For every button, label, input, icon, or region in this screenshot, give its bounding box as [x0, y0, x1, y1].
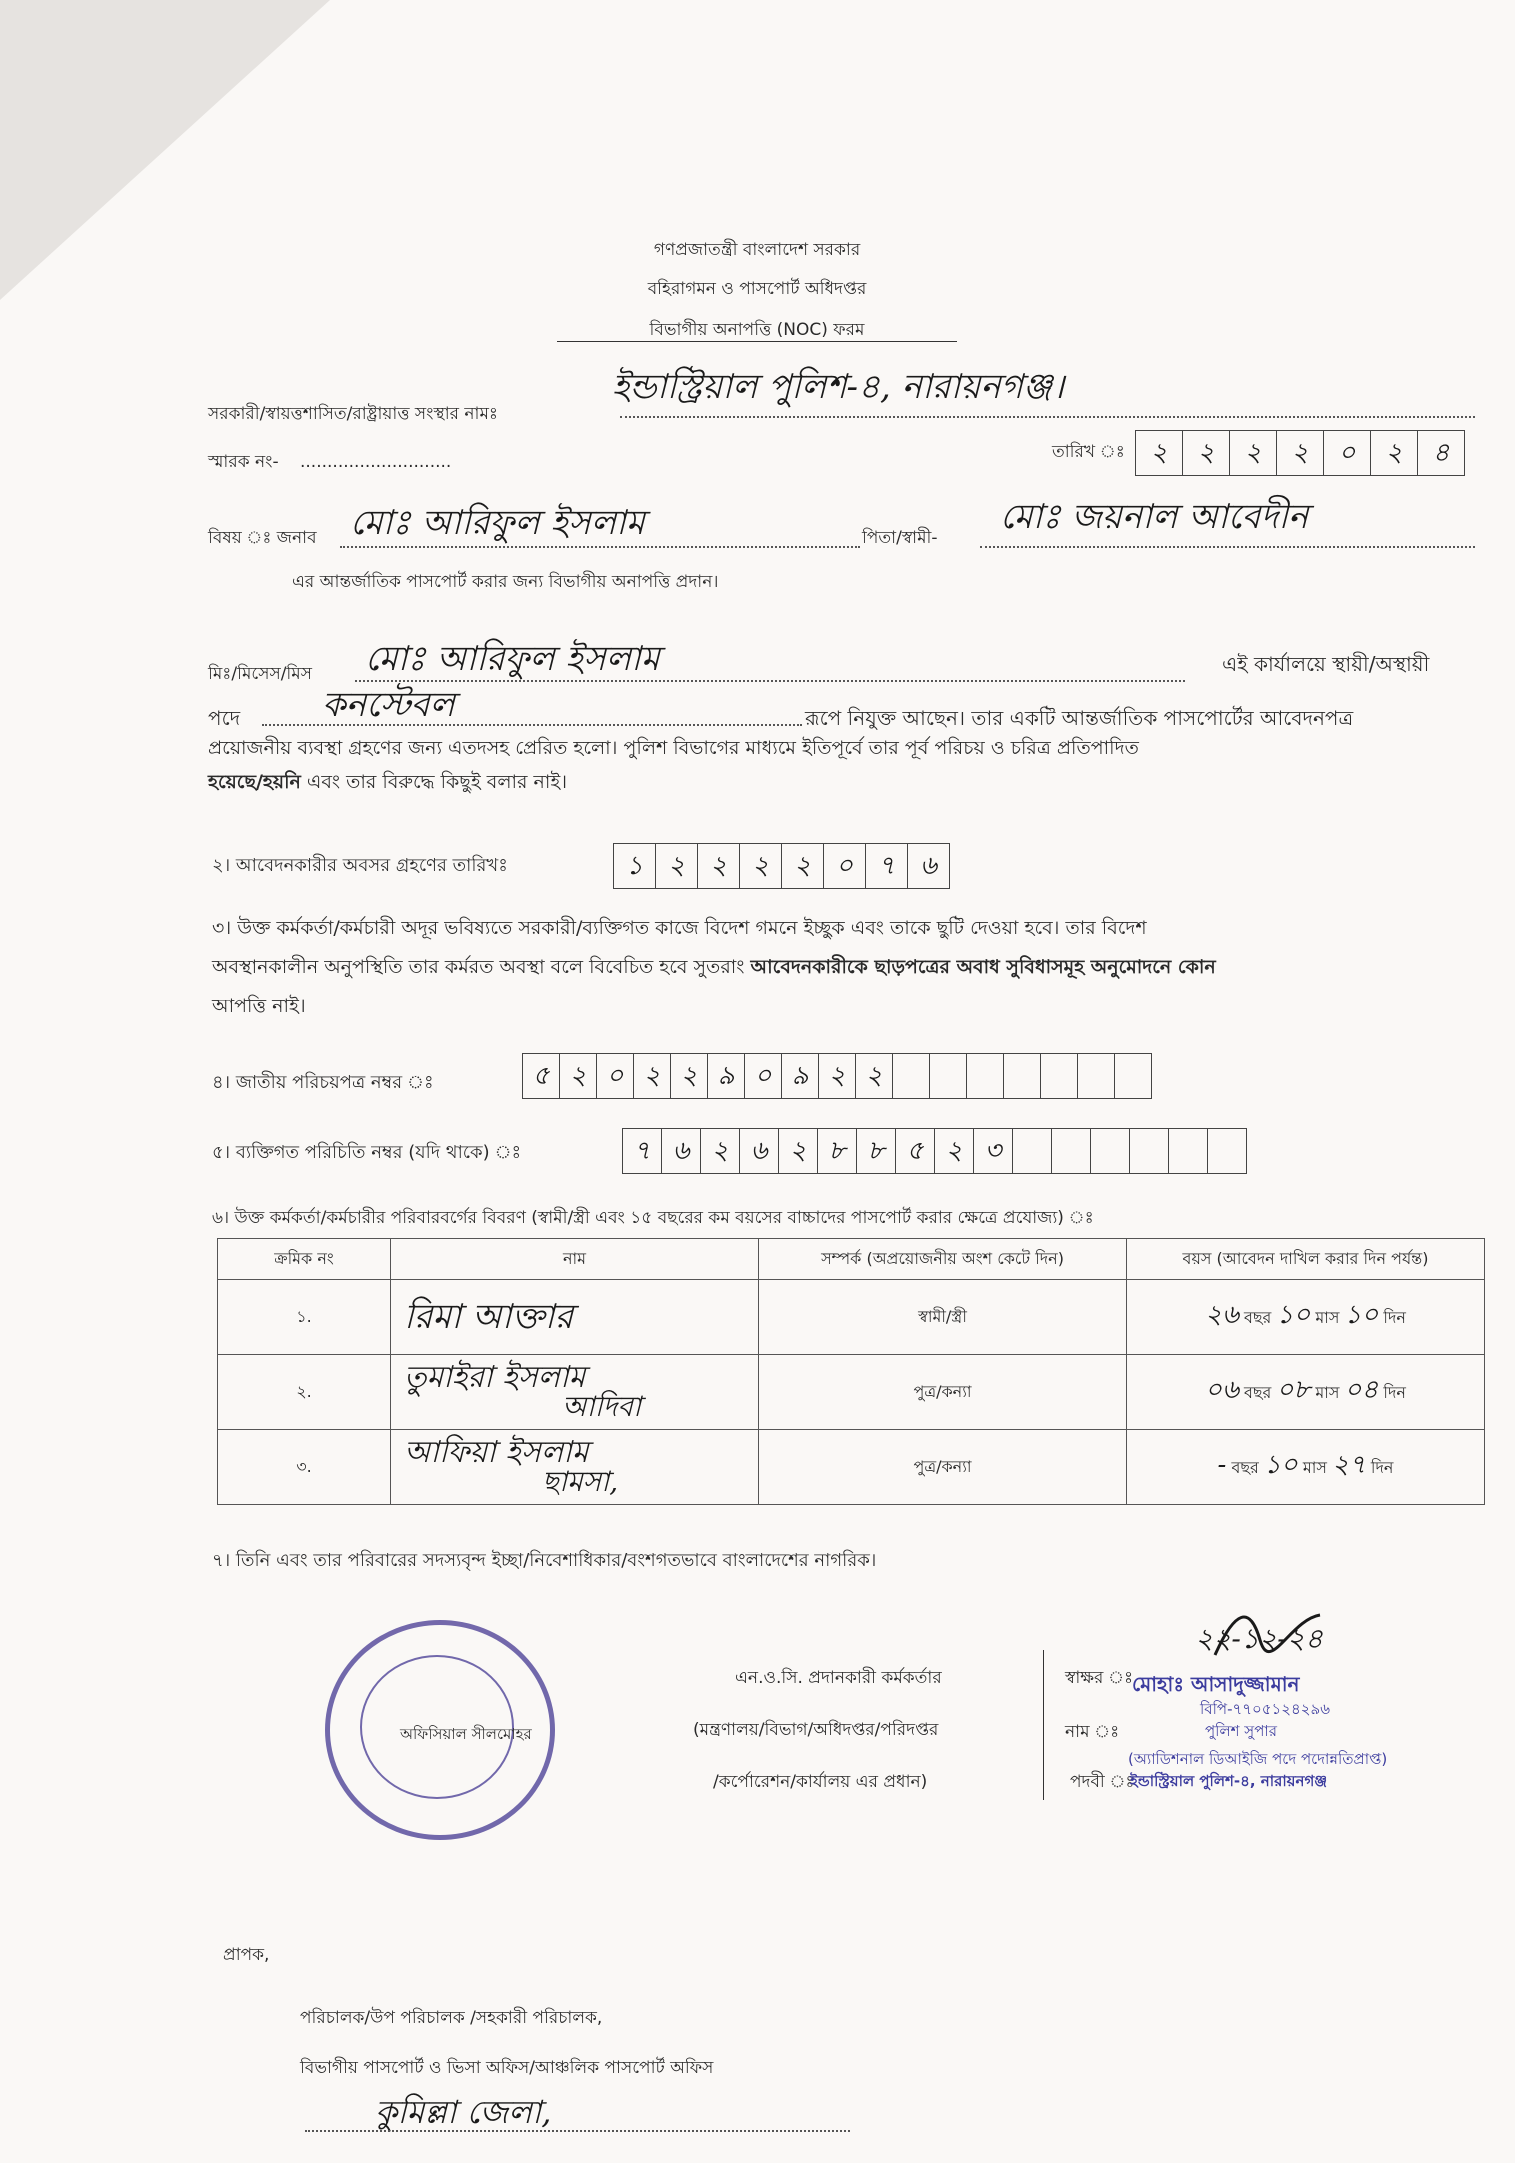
item3-line2b: আবেদনকারীকে ছাড়পত্রের অবাধ সুবিধাসমূহ অনুমোদনে কোন	[750, 956, 1216, 978]
age-months: ১০	[1263, 1450, 1298, 1480]
retire-digit: ৬	[920, 851, 937, 881]
folded-corner	[0, 0, 330, 300]
org-value: ইন্ডাস্ট্রিয়াল পুলিশ-৪, নারায়নগঞ্জ।	[612, 367, 1065, 407]
item3-line1: ৩। উক্ত কর্মকর্তা/কর্মচারী অদূর ভবিষ্যতে সরকারী/ব্যক্তিগত কাজে বিদেশ গমনে ইচ্ছুক এবং তাকে ছুটি দেওয়া হবে। তার বিদেশ	[212, 917, 1147, 939]
pin-digit: ২	[935, 1129, 974, 1173]
unit-year: বছর	[1243, 1383, 1272, 1402]
nid-digit: ০	[745, 1054, 782, 1098]
para1-line4b: এবং তার বিরুদ্ধে কিছুই বলার নাই।	[306, 771, 568, 793]
row-age	[1127, 1430, 1485, 1505]
post-label: পদবী ঃ	[1070, 1772, 1135, 1792]
unit-year: বছর	[1231, 1458, 1259, 1477]
memo-dots: ............................	[300, 452, 452, 472]
retire-digit: ২	[656, 844, 698, 888]
sign-label: স্বাক্ষর ঃ	[1065, 1668, 1134, 1688]
para1-line4	[208, 771, 567, 795]
family-table-header	[218, 1239, 1485, 1280]
para1-post-label: পদে	[208, 706, 241, 730]
unit-day: দিন	[1383, 1308, 1406, 1327]
para1-post-dots	[262, 724, 802, 726]
pin-digit: ৫	[896, 1129, 935, 1173]
nid-digit	[893, 1054, 930, 1098]
row-name	[391, 1280, 759, 1355]
officer-post: ইন্ডাস্ট্রিয়াল পুলিশ-৪, নারায়নগঞ্জ	[1130, 1772, 1328, 1790]
memo-label: স্মারক নং-	[208, 452, 279, 472]
col-serial: ক্রমিক নং	[218, 1239, 391, 1280]
nid-digit	[930, 1054, 967, 1098]
row-age	[1127, 1280, 1485, 1355]
recipient-city: কুমিল্লা জেলা,	[375, 2093, 552, 2131]
family-table	[217, 1238, 1485, 1505]
date-digit: ০	[1324, 431, 1371, 475]
age-months: ১০	[1276, 1300, 1311, 1330]
org-dots	[620, 416, 1475, 418]
age-years: ০৬	[1205, 1375, 1239, 1405]
item6-label: ৬। উক্ত কর্মকর্তা/কর্মচারীর পরিবারবর্গের বিবরণ (স্বামী/স্ত্রী এবং ১৫ বছরের কম বয়সের বাচ্চাদের পাসপোর্ট করার ক্ষেত্রে প্রযোজ্য) ঃ	[212, 1208, 1094, 1228]
pin-boxes	[622, 1128, 1247, 1174]
age-days: ০৪	[1344, 1375, 1379, 1405]
retire-digit: ১	[614, 844, 656, 888]
item3-line2	[212, 956, 1216, 980]
nid-digit: ২	[819, 1054, 856, 1098]
nid-digit: ২	[671, 1054, 708, 1098]
row-name-text2: আদিবা	[562, 1390, 642, 1423]
unit-day: দিন	[1370, 1458, 1394, 1477]
pin-digit	[1013, 1129, 1052, 1173]
recipient-label: প্রাপক,	[223, 1945, 270, 1965]
retire-digit: ২	[782, 844, 824, 888]
retire-digit: ৭	[866, 844, 908, 888]
seal-label: অফিসিয়াল সীলমোহর	[400, 1725, 532, 1743]
org-label: সরকারী/স্বায়ত্তশাসিত/রাষ্ট্রায়াত্ত সংস্থার নামঃ	[208, 404, 498, 424]
row-name-text2: ছামসা,	[542, 1465, 619, 1498]
officer-name: মোহাঃ আসাদুজ্জামান	[1132, 1672, 1300, 1696]
nid-digit	[1078, 1054, 1115, 1098]
father-dots	[980, 546, 1475, 548]
pin-digit: ৮	[818, 1129, 857, 1173]
pin-digit	[1052, 1129, 1091, 1173]
header-line2: বহিরাগমন ও পাসপোর্ট অধিদপ্তর	[647, 279, 867, 299]
nid-digit	[1004, 1054, 1041, 1098]
row-relation: পুত্র/কন্যা	[759, 1355, 1127, 1430]
item5-label: ৫। ব্যক্তিগত পরিচিতি নম্বর (যদি থাকে) ঃ	[212, 1142, 522, 1163]
age-days: ১০	[1344, 1300, 1379, 1330]
para1-post-suffix: রূপে নিযুক্ত আছেন। তার একটি আন্তর্জাতিক পাসপোর্টের আবেদনপত্র	[805, 706, 1354, 730]
unit-year: বছর	[1243, 1308, 1272, 1327]
para1-name-dots	[355, 680, 1185, 682]
retire-digit: ০	[824, 844, 866, 888]
recipient-line1: পরিচালক/উপ পরিচালক /সহকারী পরিচালক,	[300, 2008, 603, 2028]
pin-digit: ৬	[740, 1129, 779, 1173]
pin-digit: ২	[779, 1129, 818, 1173]
item3-line3: আপত্তি নাই।	[212, 995, 306, 1017]
recipient-line2: বিভাগীয় পাসপোর্ট ও ভিসা অফিস/আঞ্চলিক পাসপোর্ট অফিস	[300, 2058, 714, 2078]
item2-boxes	[613, 843, 950, 889]
authority-line1: এন.ও.সি. প্রদানকারী কর্মকর্তার	[735, 1668, 942, 1688]
date-digit: ২	[1183, 431, 1230, 475]
name-label: নাম ঃ	[1065, 1722, 1120, 1742]
col-age: বয়স (আবেদন দাখিল করার দিন পর্যন্ত)	[1127, 1239, 1485, 1280]
date-label: তারিখ ঃ	[1052, 442, 1125, 462]
row-age	[1127, 1355, 1485, 1430]
row-serial: ১.	[218, 1280, 391, 1355]
nid-digit: ২	[560, 1054, 597, 1098]
date-boxes	[1135, 430, 1465, 476]
subject-name-dots	[340, 546, 860, 548]
pin-digit	[1130, 1129, 1169, 1173]
date-digit: ৪	[1432, 438, 1450, 468]
officer-bp: বিপি-৭৭০৫১২৪২৯৬	[1200, 1700, 1330, 1718]
unit-month: মাস	[1315, 1308, 1340, 1327]
para1-post: কনস্টেবল	[322, 685, 455, 725]
pin-digit	[1169, 1129, 1208, 1173]
col-name: নাম	[391, 1239, 759, 1280]
unit-month: মাস	[1302, 1458, 1327, 1477]
nid-digit: ৯	[782, 1054, 819, 1098]
nid-digit: ২	[856, 1054, 893, 1098]
pin-digit: ৩	[974, 1129, 1013, 1173]
unit-month: মাস	[1315, 1383, 1340, 1402]
row-name-text: আফিয়া ইসলাম	[404, 1435, 589, 1470]
para1-prefix: মিঃ/মিসেস/মিস	[208, 664, 312, 684]
row-serial: ২.	[218, 1355, 391, 1430]
item7: ৭। তিনি এবং তার পরিবারের সদস্যবৃন্দ ইচ্ছা/নিবেশাধিকার/বংশগতভাবে বাংলাদেশের নাগরিক।	[212, 1550, 877, 1571]
authority-line2: (মন্ত্রণালয়/বিভাগ/অধিদপ্তর/পরিদপ্তর	[693, 1720, 939, 1740]
nid-digit: ৫	[523, 1054, 560, 1098]
table-row	[218, 1280, 1485, 1355]
header-line1: গণপ্রজাতন্ত্রী বাংলাদেশ সরকার	[653, 240, 861, 260]
para1-line3-text: প্রয়োজনীয় ব্যবস্থা গ্রহণের জন্য এতদসহ প্রেরিত হলো। পুলিশ বিভাগের মাধ্যমে ইতিপূর্বে তার পূর্ব পরিচয় ও চরিত্র প্রতিপাদিত	[208, 737, 1139, 759]
age-years: -	[1217, 1450, 1227, 1480]
row-relation: পুত্র/কন্যা	[759, 1430, 1127, 1505]
para1-suffix: এই কার্যালয়ে স্থায়ী/অস্থায়ী	[1222, 652, 1430, 676]
officer-rank: পুলিশ সুপার	[1205, 1722, 1277, 1740]
para1-name: মোঃ আরিফুল ইসলাম	[365, 639, 660, 679]
table-row	[218, 1355, 1485, 1430]
pin-digit: ৮	[857, 1129, 896, 1173]
nid-digit: ৯	[708, 1054, 745, 1098]
retire-digit: ২	[740, 844, 782, 888]
item2-label: ২। আবেদনকারীর অবসর গ্রহণের তারিখঃ	[212, 855, 508, 876]
pin-digit	[1208, 1129, 1246, 1173]
table-row	[218, 1430, 1485, 1505]
row-name-text: রিমা আক্তার	[404, 1297, 574, 1337]
date-digit: ২	[1230, 431, 1277, 475]
row-name	[391, 1355, 759, 1430]
nid-digit: ০	[597, 1054, 634, 1098]
nid-digit	[967, 1054, 1004, 1098]
row-serial: ৩.	[218, 1430, 391, 1505]
signature-scribble	[1210, 1600, 1330, 1670]
sign-date: ২২-১২-২৪	[1195, 1622, 1324, 1655]
pin-digit	[1091, 1129, 1130, 1173]
recipient-dots	[305, 2130, 850, 2132]
age-months: ০৮	[1276, 1375, 1311, 1405]
item4-label: ৪। জাতীয় পরিচয়পত্র নম্বর ঃ	[212, 1072, 434, 1093]
item3-line2a: অবস্থানকালীন অনুপস্থিতি তার কর্মরত অবস্থা বলে বিবেচিত হবে সুতরাং	[212, 956, 745, 978]
father-name: মোঃ জয়নাল আবেদীন	[1000, 497, 1309, 537]
date-digit: ২	[1136, 431, 1183, 475]
pin-digit: ২	[701, 1129, 740, 1173]
nid-digit	[1041, 1054, 1078, 1098]
nid-digit: ২	[634, 1054, 671, 1098]
father-label: পিতা/স্বামী-	[862, 528, 938, 548]
col-relation: সম্পর্ক (অপ্রয়োজনীয় অংশ কেটে দিন)	[759, 1239, 1127, 1280]
date-digit: ২	[1277, 431, 1324, 475]
nid-boxes	[522, 1053, 1152, 1099]
subject-line2: এর আন্তর্জাতিক পাসপোর্ট করার জন্য বিভাগীয় অনাপত্তি প্রদান।	[292, 572, 719, 592]
unit-day: দিন	[1383, 1383, 1406, 1402]
subject-label: বিষয় ঃ জনাব	[208, 528, 317, 548]
para1-line4a: হয়েছে/হয়নি	[208, 771, 301, 793]
row-relation: স্বামী/স্ত্রী	[759, 1280, 1127, 1355]
row-name	[391, 1430, 759, 1505]
retire-digit: ২	[698, 844, 740, 888]
pin-digit: ৬	[662, 1129, 701, 1173]
date-digit: ২	[1371, 431, 1418, 475]
pin-digit: ৭	[623, 1129, 662, 1173]
divider	[1043, 1650, 1044, 1800]
subject-name: মোঃ আরিফুল ইসলাম	[350, 503, 645, 543]
authority-line3: /কর্পোরেশন/কার্যালয় এর প্রধান)	[713, 1772, 928, 1792]
age-years: ২৬	[1205, 1300, 1239, 1330]
age-days: ২৭	[1332, 1450, 1366, 1480]
nid-digit	[1115, 1054, 1151, 1098]
officer-note: (অ্যাডিশনাল ডিআইজি পদে পদোন্নতিপ্রাপ্ত)	[1128, 1750, 1388, 1768]
row-name-text: তুমাইরা ইসলাম	[404, 1360, 586, 1395]
header-line3: বিভাগীয় অনাপত্তি (NOC) ফরম	[557, 320, 957, 342]
